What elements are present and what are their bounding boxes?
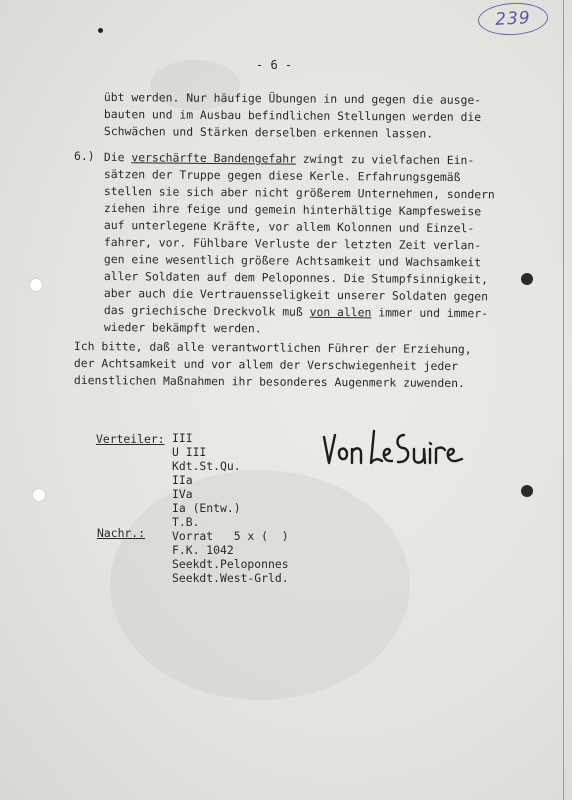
punch-hole <box>33 489 45 501</box>
distribution-item: IVa <box>172 487 193 501</box>
closing-line: Ich bitte, daß alle verantwortlichen Führer der Erziehung, <box>73 339 472 357</box>
closing-line: der Achtsamkeit und vor allem der Verschwiegenheit jeder <box>73 356 459 374</box>
archive-stamp: 239 <box>477 1 549 37</box>
distribution-item: Vorrat 5 x ( ) <box>172 529 289 543</box>
body-line: fahrer, vor. Fühlbare Verluste der letzten Zeit verlan- <box>103 235 482 253</box>
closing-line: dienstlichen Maßnahmen ihr besonderes Augenmerk zuwenden. <box>73 373 465 391</box>
distribution-label: Verteiler: <box>96 432 165 446</box>
body-line <box>104 303 488 320</box>
binder-dot <box>98 28 103 33</box>
paragraph-number: 6.) <box>74 149 95 163</box>
nachr-label: Nachr.: <box>97 526 146 540</box>
body-line <box>104 150 474 167</box>
paper-edge <box>563 0 564 800</box>
body-line: bauten und im Ausbau befindlichen Stellungen werden die <box>103 107 482 124</box>
distribution-item: T.B. <box>172 515 200 529</box>
nachr-item: Seekdt.West-Grld. <box>172 571 289 585</box>
punch-hole <box>521 485 533 497</box>
text-run: das griechische Dreckvolk muß <box>103 303 310 319</box>
nachr-item: Seekdt.Peloponnes <box>172 557 289 571</box>
body-line: auf unterlegene Kräfte, vor allem Kolonnen und Einzel- <box>103 218 475 236</box>
body-line: ziehen ihre feige und gemein hinterhältige Kampfesweise <box>103 201 482 219</box>
body-line: wieder bekämpft werden. <box>103 320 262 336</box>
punch-hole <box>30 279 42 291</box>
text-run: immer und immer- <box>371 305 489 321</box>
body-line: aber auch die Vertrauensseligkeit unserer Soldaten gegen <box>103 286 489 304</box>
page-number: - 6 - <box>256 58 293 72</box>
body-line: Schwächen und Stärken derselben erkennen lassen. <box>103 124 434 141</box>
handwritten-signature <box>318 425 468 471</box>
distribution-item: Kdt.St.Qu. <box>172 459 241 473</box>
distribution-item: U III <box>172 445 207 459</box>
body-line: sätzen der Truppe gegen diese Kerle. Erfahrungsgemäß <box>103 167 461 185</box>
distribution-item: III <box>172 431 193 445</box>
body-line: aller Soldaten auf dem Peloponnes. Die Stumpfsinnigkeit, <box>103 269 489 287</box>
text-run: Die <box>103 150 132 165</box>
underlined-text: von allen <box>309 304 372 320</box>
distribution-item: Ia (Entw.) <box>172 501 241 515</box>
body-line: stellen sie sich aber nicht größerem Unternehmen, sondern <box>103 184 495 202</box>
punch-hole <box>521 273 533 285</box>
body-line: gen eine wesentlich größere Achtsamkeit und Wachsamkeit <box>103 252 482 270</box>
text-run: zwingt zu vielfachen Ein- <box>295 151 475 168</box>
distribution-item: IIa <box>172 473 193 487</box>
underlined-text: verschärfte Bandengefahr <box>131 150 297 166</box>
nachr-item: F.K. 1042 <box>172 543 234 557</box>
paper-stain <box>110 470 410 700</box>
body-line: übt werden. Nur häufige Übungen in und gegen die ausge- <box>103 90 482 107</box>
